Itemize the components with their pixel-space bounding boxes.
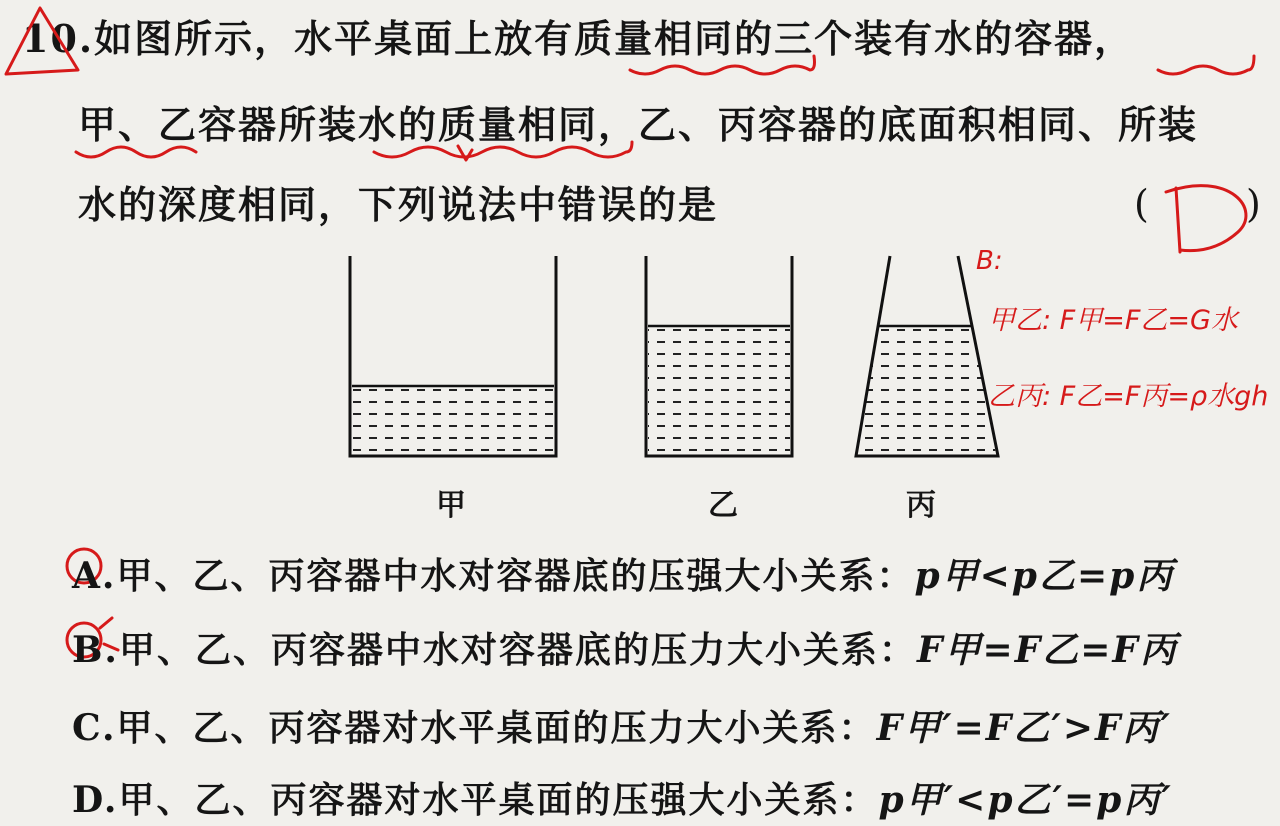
figure-label-bing: 丙 — [906, 488, 936, 523]
answer-paren-left: ( — [1134, 182, 1149, 226]
question-line-3: 水的深度相同，下列说法中错误的是 — [78, 182, 719, 227]
container-yi — [646, 256, 792, 456]
figure-label-jia: 甲 — [436, 488, 466, 523]
note-title: B: — [976, 246, 1003, 276]
note-line-2: 乙丙: F乙=F丙=ρ水gh — [988, 381, 1269, 412]
option-d-formula: p甲′<p乙′=p丙′ — [878, 779, 1173, 821]
answer-paren-right: ) — [1246, 182, 1261, 226]
option-c-text: C.甲、乙、丙容器对水平桌面的压力大小关系： — [72, 707, 877, 749]
note-line-1: 甲乙: F甲=F乙=G水 — [988, 305, 1238, 336]
option-c — [72, 700, 1172, 751]
option-d — [72, 772, 1173, 823]
question-line-2: 甲、乙容器所装水的质量相同，乙、丙容器的底面积相同、所装 — [78, 102, 1199, 147]
figure-label-yi: 乙 — [708, 488, 738, 523]
option-b — [72, 622, 1178, 673]
option-d-text: D.甲、乙、丙容器对水平桌面的压强大小关系： — [72, 779, 879, 821]
option-b-text: B.甲、乙、丙容器中水对容器底的压力大小关系： — [72, 629, 917, 671]
option-c-formula: F甲′=F乙′>F丙′ — [876, 707, 1173, 749]
option-a-formula: p甲<p乙=p丙 — [914, 555, 1175, 597]
question-text-1: 如图所示，水平桌面上放有质量相同的三个装有水的容器， — [94, 16, 1135, 61]
container-bing — [856, 256, 998, 456]
option-a — [72, 548, 1174, 599]
question-number: 10. — [22, 16, 95, 61]
container-jia — [350, 256, 556, 456]
option-b-formula: F甲=F乙=F丙 — [916, 629, 1178, 671]
option-a-text: A.甲、乙、丙容器中水对容器底的压强大小关系： — [72, 555, 915, 597]
